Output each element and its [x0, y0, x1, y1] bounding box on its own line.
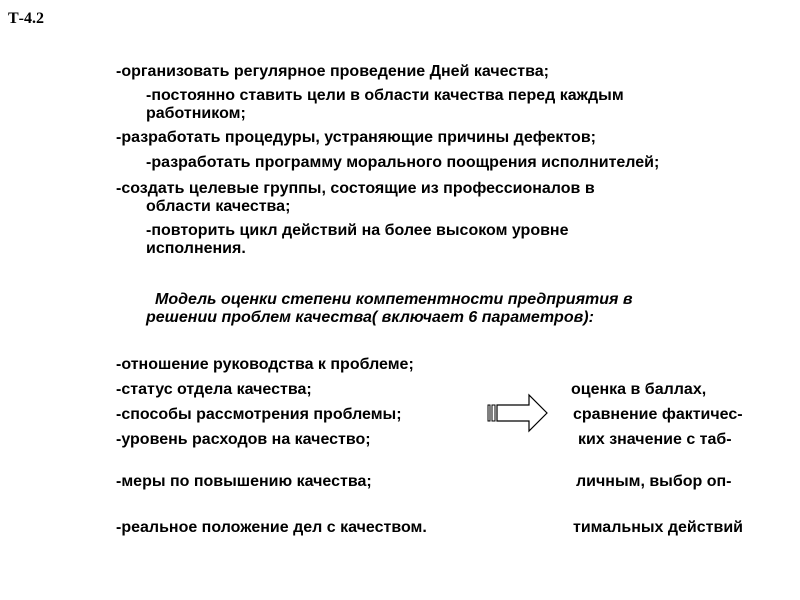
list-item: -постоянно ставить цели в области качества перед каждым	[146, 87, 624, 104]
result-line: ких значение с таб-	[578, 431, 732, 448]
list-item: -организовать регулярное проведение Дней качества;	[116, 63, 549, 80]
model-title-continuation: решении проблем качества( включает 6 параметров):	[146, 309, 594, 326]
list-item: -разработать программу морального поощрения исполнителей;	[146, 154, 660, 171]
param-item: -реальное положение дел с качеством.	[116, 519, 427, 536]
list-item: -повторить цикл действий на более высоком уровне	[146, 222, 569, 239]
result-line: личным, выбор оп-	[576, 473, 732, 490]
param-item: -способы рассмотрения проблемы;	[116, 406, 402, 423]
param-item: -меры по повышению качества;	[116, 473, 372, 490]
list-item: -разработать процедуры, устраняющие причины дефектов;	[116, 129, 596, 146]
list-item-continuation: области качества;	[146, 198, 291, 215]
result-line: тимальных действий	[573, 519, 743, 536]
result-line: сравнение фактичес-	[573, 406, 743, 423]
result-line: оценка в баллах,	[571, 381, 707, 398]
slide-label: Т-4.2	[8, 10, 44, 27]
param-item: -статус отдела качества;	[116, 381, 312, 398]
right-arrow-icon	[487, 393, 549, 433]
param-item: -уровень расходов на качество;	[116, 431, 371, 448]
list-item-continuation: работником;	[146, 105, 246, 122]
model-title: Модель оценки степени компетентности предприятия в	[155, 291, 633, 308]
list-item-continuation: исполнения.	[146, 240, 246, 257]
list-item: -создать целевые группы, состоящие из профессионалов в	[116, 180, 595, 197]
param-item: -отношение руководства к проблеме;	[116, 356, 414, 373]
